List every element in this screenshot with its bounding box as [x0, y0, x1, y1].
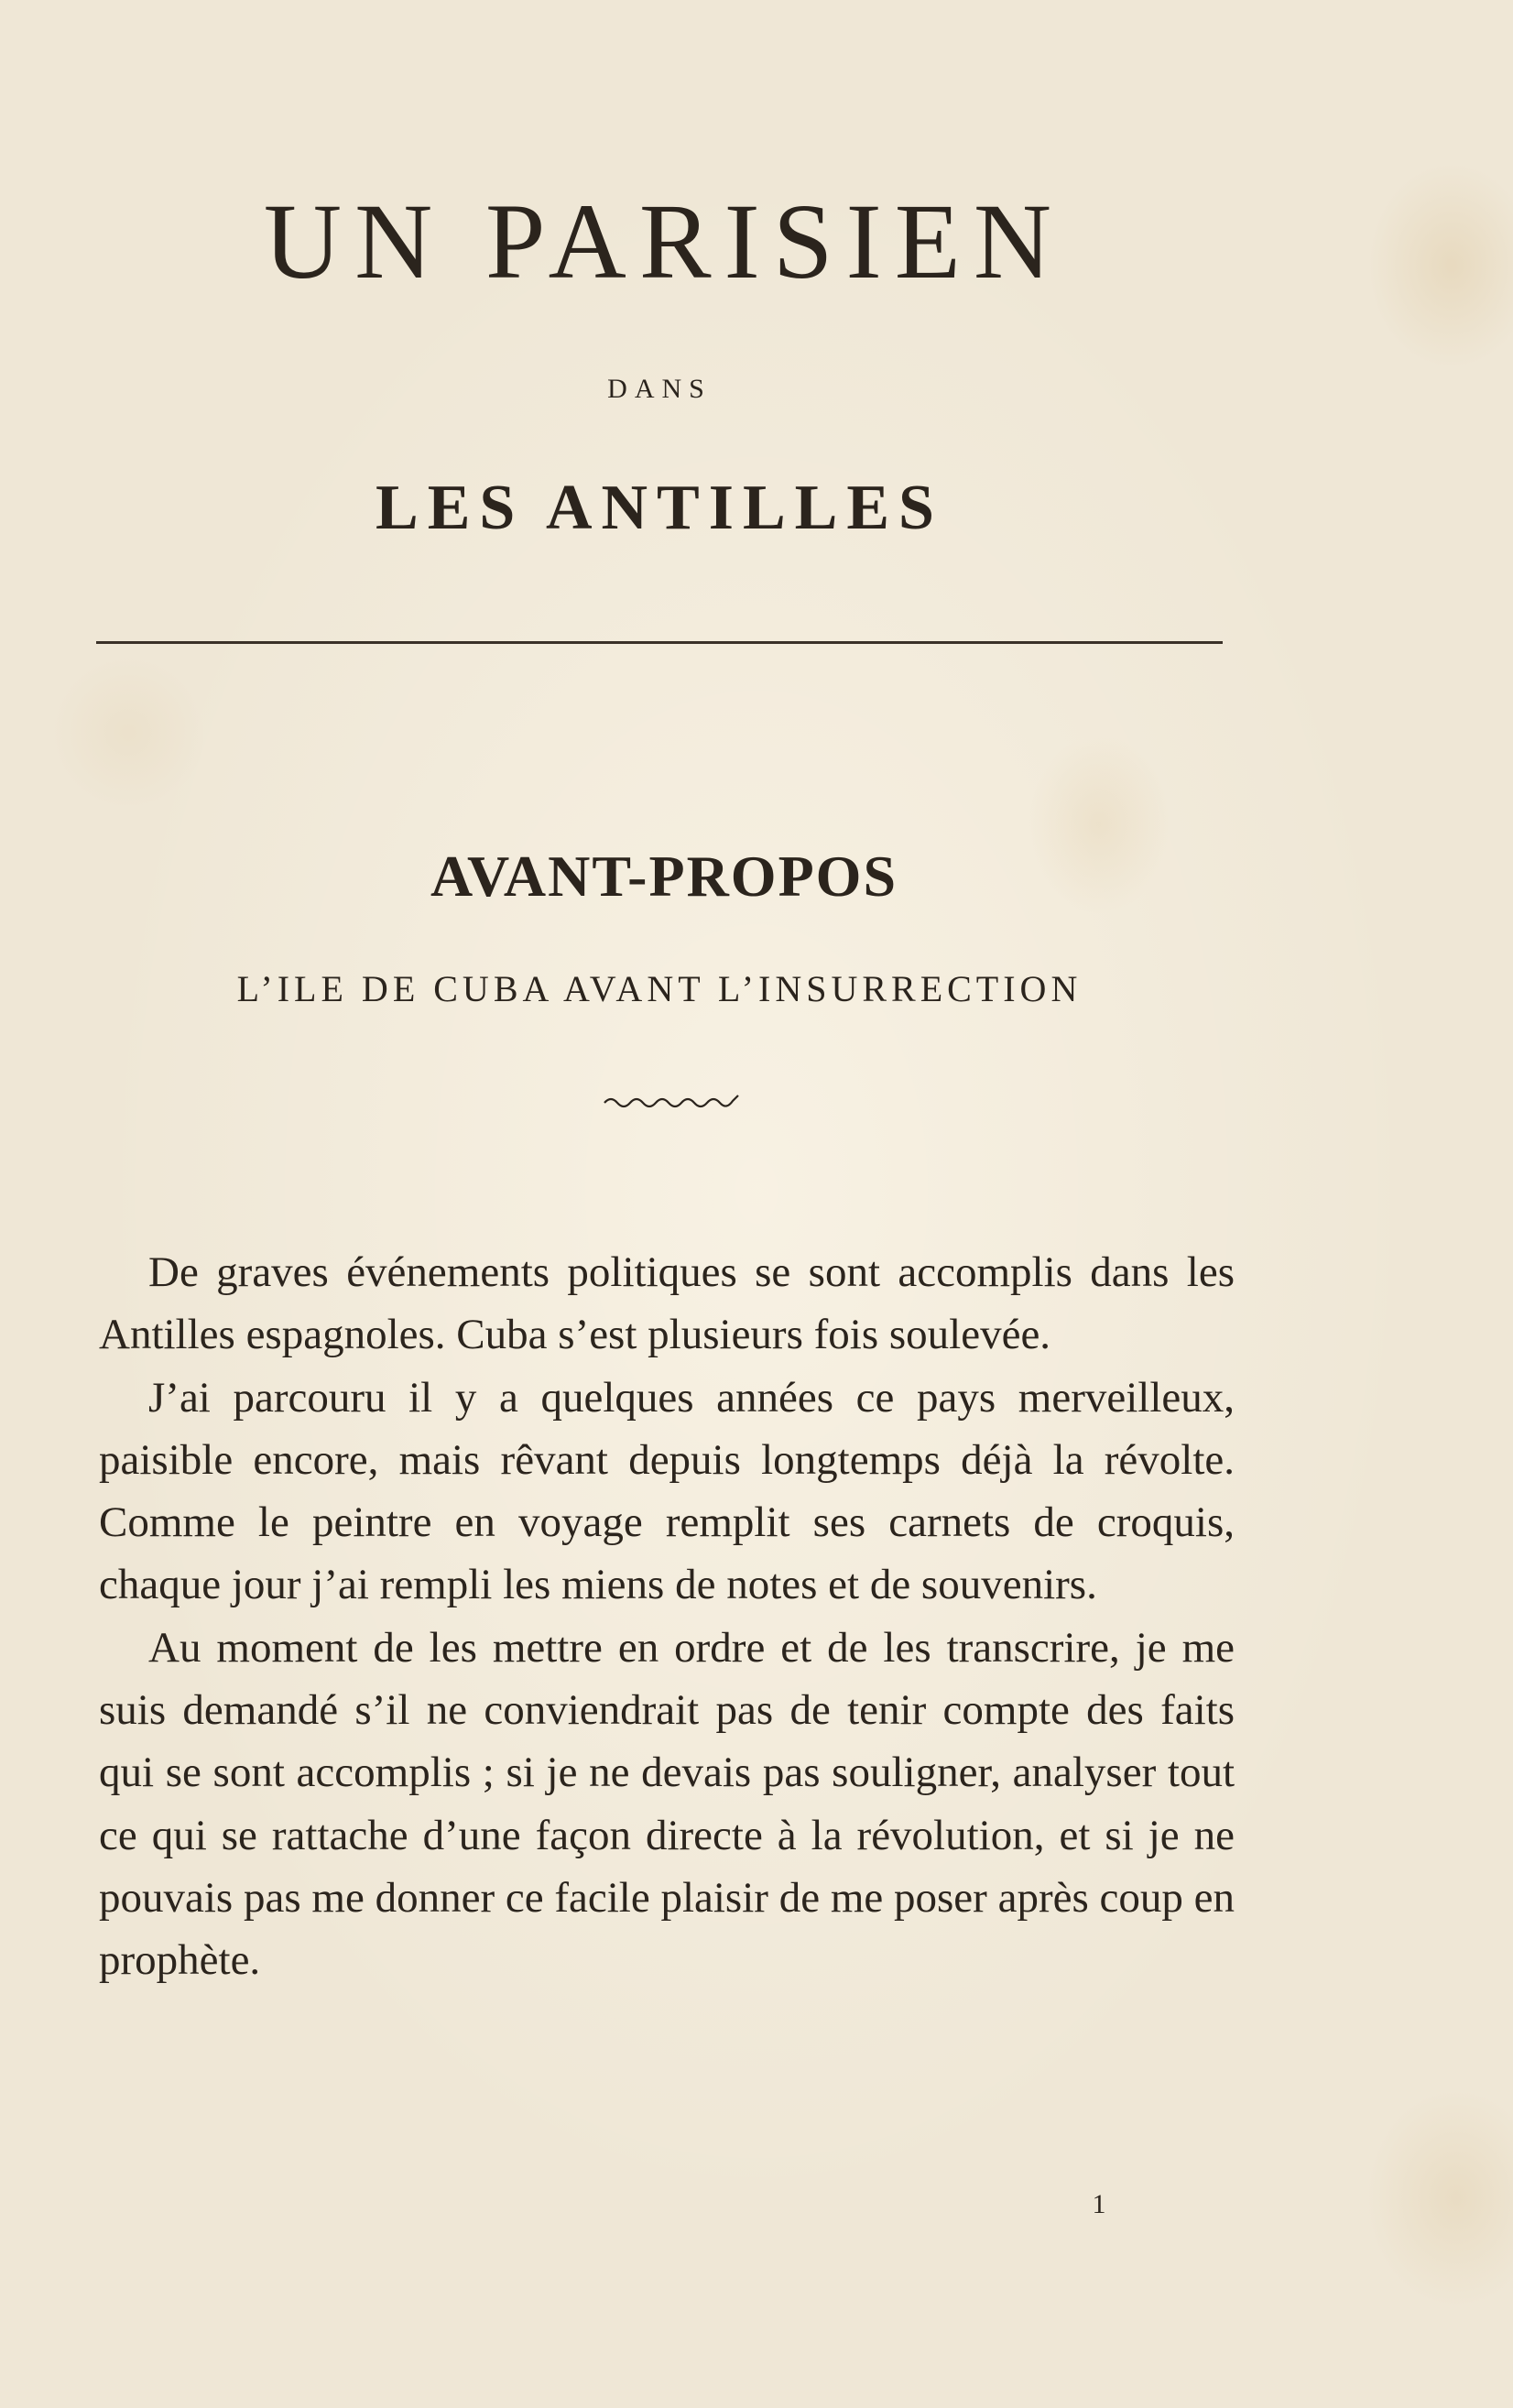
section-subheading: L’ILE DE CUBA AVANT L’INSURRECTION	[236, 968, 1083, 1009]
title-rule-divider	[96, 641, 1223, 644]
paragraph: De graves événements politiques se sont accomplis dans les Antilles espagnoles. Cuba s’est plusieurs fois soulevée.	[99, 1248, 1235, 1359]
title-connector: DANS	[607, 374, 712, 404]
section-heading: AVANT-PROPOS	[430, 844, 898, 909]
page-number: 1	[1092, 2189, 1106, 2219]
paragraph: Au moment de les mettre en ordre et de les transcrire, je me suis demandé s’il ne conviendrait pas de tenir compte des faits qui se sont accomplis ; si je ne devais pas souligner, analyser tout ce qui se rattache d’une façon directe à la révolution, et si je ne pouvais pas me donner ce facile plaisir de me poser après coup en prophète.	[99, 1623, 1235, 1985]
body-text	[99, 1241, 1235, 1992]
book-subtitle: LES ANTILLES	[376, 473, 943, 543]
book-title: UN PARISIEN	[263, 181, 1065, 301]
paragraph: J’ai parcouru il y a quelques années ce pays merveilleux, paisible encore, mais rêvant depuis longtemps déjà la révolte. Comme le peintre en voyage remplit ses carnets de croquis, chaque jour j’ai rempli les miens de notes et de souvenirs.	[99, 1373, 1235, 1609]
wavy-ornament-icon	[603, 1092, 740, 1110]
